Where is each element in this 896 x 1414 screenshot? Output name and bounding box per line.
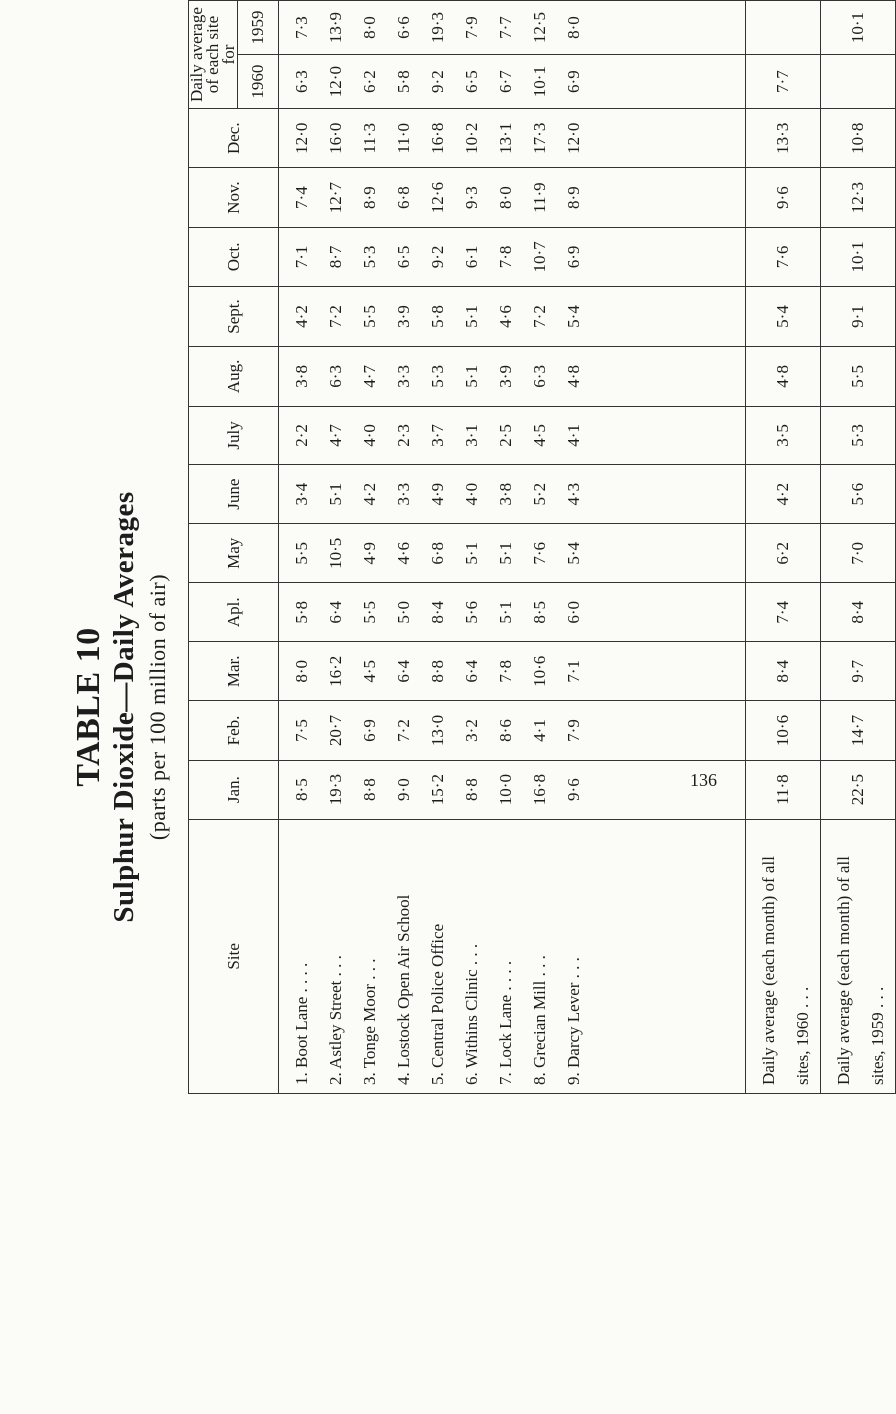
summary-cell: 7·0 (821, 524, 896, 583)
summary-cell: 9·7 (821, 642, 896, 701)
value-cell: 6·3 (326, 365, 345, 388)
summary-cell: 12·3 (821, 168, 896, 227)
value-cell: 7·4 (292, 186, 311, 209)
site-name: 6. Withins Clinic . . . (462, 943, 481, 1085)
value-cell: 16·8 (428, 122, 447, 154)
month-header: Dec. (189, 109, 279, 168)
value-cell: 5·4 (564, 542, 583, 565)
month-header: Mar. (189, 642, 279, 701)
value-cell: 6·4 (326, 600, 345, 624)
site-name: 4. Lostock Open Air School (394, 894, 413, 1085)
value-cell: 6·0 (564, 600, 583, 624)
site-name: 9. Darcy Lever . . . (564, 957, 583, 1085)
value-cell: 12·6 (428, 182, 447, 214)
value-cell: 7·8 (496, 245, 515, 269)
site-name: 5. Central Police Office (428, 923, 447, 1085)
value-cell: 19·3 (326, 774, 345, 806)
value-cell: 6·4 (462, 659, 481, 683)
month-values-column (279, 346, 746, 406)
month-values-column (279, 524, 746, 583)
value-cell: 5·1 (496, 542, 515, 565)
value-cell: 6·7 (496, 70, 515, 93)
value-cell: 6·9 (564, 245, 583, 269)
site-name: 3. Tonge Moor . . . (360, 958, 379, 1085)
daily-average-header: Daily average of each site for (189, 1, 238, 109)
month-values-column (279, 760, 746, 819)
month-values-column (279, 642, 746, 701)
value-cell: 8·0 (292, 659, 311, 683)
month-values-column (279, 168, 746, 227)
value-cell: 13·1 (496, 122, 515, 154)
value-cell: 7·9 (462, 16, 481, 39)
summary-cell (746, 1, 821, 55)
site-name: 1. Boot Lane . . . . (292, 962, 311, 1085)
value-cell: 4·1 (530, 719, 549, 742)
site-name: 7. Lock Lane . . . . (496, 960, 515, 1085)
summary-label-1960: Daily average (each month) of all sites, 1960 . . . (746, 819, 821, 1093)
summary-cell: 5·4 (746, 286, 821, 346)
value-cell: 8·4 (428, 600, 447, 624)
value-cell: 10·5 (326, 537, 345, 569)
header-row (189, 1, 238, 1094)
month-values-column (279, 227, 746, 286)
value-cell: 6·3 (530, 365, 549, 388)
summary-cell: 6·2 (746, 524, 821, 583)
value-cell: 16·0 (326, 122, 345, 154)
value-cell: 6·5 (394, 245, 413, 269)
value-cell: 8·5 (530, 600, 549, 624)
summary-row-1959 (821, 1, 896, 1094)
value-cell: 6·2 (360, 70, 379, 93)
site-name: 2. Astley Street . . . (326, 955, 345, 1085)
value-cell: 6·3 (292, 70, 311, 93)
value-cell: 8·6 (496, 719, 515, 742)
month-header: May (189, 524, 279, 583)
value-cell: 4·7 (326, 424, 345, 447)
value-cell: 2·3 (394, 424, 413, 447)
value-cell: 8·5 (292, 778, 311, 801)
month-header: Jan. (189, 760, 279, 819)
month-header: July (189, 406, 279, 464)
summary-cell: 22·5 (821, 760, 896, 819)
value-cell: 5·2 (530, 482, 549, 506)
value-cell: 4·6 (496, 305, 515, 328)
value-cell: 4·0 (462, 482, 481, 506)
month-header: Feb. (189, 701, 279, 760)
value-cell: 5·8 (394, 70, 413, 93)
value-cell: 3·7 (428, 424, 447, 447)
site-name: 8. Grecian Mill . . . (530, 955, 549, 1085)
value-cell: 5·8 (428, 305, 447, 328)
value-cell: 9·2 (428, 70, 447, 93)
value-cell: 5·5 (360, 305, 379, 328)
value-cell: 12·7 (326, 182, 345, 214)
summary-cell: 5·6 (821, 465, 896, 524)
summary-cell: 14·7 (821, 701, 896, 760)
value-cell: 5·1 (496, 600, 515, 624)
value-cell: 3·4 (292, 482, 311, 506)
month-values-column (279, 701, 746, 760)
value-cell: 7·1 (564, 659, 583, 683)
value-cell: 5·1 (462, 365, 481, 388)
value-cell: 8·0 (564, 16, 583, 39)
value-cell: 3·8 (496, 482, 515, 506)
value-cell: 13·9 (326, 11, 345, 44)
value-cell: 5·1 (462, 542, 481, 565)
value-cell: 3·8 (292, 365, 311, 388)
summary-cell: 10·6 (746, 701, 821, 760)
value-cell: 7·9 (564, 719, 583, 742)
summary-cell: 7·6 (746, 227, 821, 286)
value-cell: 8·8 (360, 778, 379, 801)
summary-cell: 10·8 (821, 109, 896, 168)
value-cell: 15·2 (428, 774, 447, 806)
value-cell: 16·2 (326, 655, 345, 687)
year-1959-header: 1959 (238, 1, 279, 55)
month-header: Sept. (189, 286, 279, 346)
summary-cell: 9·6 (746, 168, 821, 227)
summary-cell: 13·3 (746, 109, 821, 168)
month-header: Nov. (189, 168, 279, 227)
value-cell: 6·5 (462, 70, 481, 93)
value-cell: 4·5 (360, 659, 379, 683)
value-cell: 4·9 (428, 482, 447, 506)
month-values-column (279, 465, 746, 524)
value-cell: 5·5 (292, 542, 311, 565)
year-1960-header: 1960 (238, 55, 279, 109)
value-cell: 3·1 (462, 424, 481, 447)
value-cell: 6·9 (360, 719, 379, 742)
value-cell: 8·9 (360, 186, 379, 209)
value-cell: 10·1 (530, 66, 549, 98)
value-cell: 13·0 (428, 714, 447, 747)
month-values-column (279, 406, 746, 464)
value-cell: 3·2 (462, 719, 481, 742)
value-cell: 8·0 (360, 16, 379, 39)
value-cell: 10·2 (462, 122, 481, 154)
summary-cell: 3·5 (746, 406, 821, 464)
value-cell: 5·5 (360, 600, 379, 624)
value-cell: 8·8 (462, 778, 481, 801)
summary-row-1960 (746, 1, 821, 1094)
value-cell: 5·4 (564, 305, 583, 328)
summary-cell: 7·4 (746, 583, 821, 642)
value-cell: 3·9 (496, 365, 515, 388)
value-cell: 8·9 (564, 186, 583, 209)
value-cell: 4·2 (292, 305, 311, 328)
value-cell: 11·3 (360, 122, 379, 154)
summary-cell: 8·4 (821, 583, 896, 642)
table-label: TABLE 10 (70, 627, 107, 787)
value-cell: 4·9 (360, 542, 379, 565)
value-cell: 7·2 (394, 719, 413, 742)
value-cell: 7·2 (326, 305, 345, 328)
summary-cell: 11·8 (746, 760, 821, 819)
summary-cell: 9·1 (821, 286, 896, 346)
summary-cell: 10·1 (821, 227, 896, 286)
month-values-column (279, 286, 746, 346)
value-cell: 9·3 (462, 186, 481, 209)
value-cell: 5·3 (360, 245, 379, 269)
month-header: Apl. (189, 583, 279, 642)
value-cell: 3·3 (394, 365, 413, 388)
value-cell: 8·8 (428, 659, 447, 683)
summary-label-1959: Daily average (each month) of all sites, 1959 . . . (821, 819, 896, 1093)
month-header: Aug. (189, 346, 279, 406)
site-header: Site (189, 819, 279, 1093)
month-values-column (279, 583, 746, 642)
value-cell: 2·5 (496, 424, 515, 447)
table-title: Sulphur Dioxide—Daily Averages (108, 491, 140, 923)
table-subtitle: (parts per 100 million of air) (145, 573, 170, 841)
value-cell: 12·5 (530, 11, 549, 44)
avg-1959-column (279, 1, 746, 55)
value-cell: 6·8 (394, 186, 413, 209)
summary-cell: 4·2 (746, 465, 821, 524)
month-header: June (189, 465, 279, 524)
value-cell: 5·1 (462, 305, 481, 328)
value-cell: 7·7 (496, 16, 515, 39)
value-cell: 4·3 (564, 482, 583, 506)
value-cell: 6·8 (428, 542, 447, 565)
page-number: 136 (690, 770, 717, 790)
value-cell: 7·8 (496, 659, 515, 683)
data-table (188, 0, 896, 1094)
value-cell: 4·7 (360, 365, 379, 388)
value-cell: 6·4 (394, 659, 413, 683)
value-cell: 10·6 (530, 655, 549, 687)
value-cell: 7·5 (292, 719, 311, 742)
summary-cell: 7·7 (746, 55, 821, 109)
value-cell: 9·0 (394, 778, 413, 801)
value-cell: 11·0 (394, 122, 413, 154)
value-cell: 7·1 (292, 245, 311, 269)
value-cell: 12·0 (326, 66, 345, 98)
value-cell: 5·3 (428, 365, 447, 388)
value-cell: 4·2 (360, 482, 379, 506)
value-cell: 4·6 (394, 542, 413, 565)
month-values-column (279, 109, 746, 168)
value-cell: 6·1 (462, 245, 481, 269)
value-cell: 6·9 (564, 70, 583, 93)
avg-1960-column (279, 55, 746, 109)
value-cell: 3·9 (394, 305, 413, 328)
value-cell: 8·0 (496, 186, 515, 209)
month-header: Oct. (189, 227, 279, 286)
value-cell: 9·2 (428, 245, 447, 269)
value-cell: 17·3 (530, 122, 549, 154)
value-cell: 7·3 (292, 16, 311, 39)
value-cell: 3·3 (394, 482, 413, 506)
summary-cell: 5·3 (821, 406, 896, 464)
value-cell: 11·9 (530, 182, 549, 213)
value-cell: 5·8 (292, 600, 311, 624)
value-cell: 2·2 (292, 424, 311, 447)
summary-cell: 4·8 (746, 346, 821, 406)
value-cell: 4·5 (530, 424, 549, 447)
value-cell: 19·3 (428, 11, 447, 44)
value-cell: 4·8 (564, 365, 583, 388)
summary-cell: 8·4 (746, 642, 821, 701)
value-cell: 16·8 (530, 774, 549, 806)
value-cell: 6·6 (394, 16, 413, 39)
value-cell: 12·0 (564, 122, 583, 154)
value-cell: 9·6 (564, 778, 583, 801)
value-cell: 4·1 (564, 424, 583, 447)
value-cell: 10·7 (530, 241, 549, 273)
value-cell: 4·0 (360, 424, 379, 447)
value-cell: 7·6 (530, 542, 549, 565)
value-cell: 12·0 (292, 122, 311, 154)
value-cell: 7·2 (530, 305, 549, 328)
summary-cell: 5·5 (821, 346, 896, 406)
value-cell: 8·7 (326, 245, 345, 269)
value-cell: 10·0 (496, 774, 515, 806)
value-cell: 5·1 (326, 482, 345, 506)
summary-cell (821, 55, 896, 109)
value-cell: 5·6 (462, 600, 481, 624)
value-cell: 5·0 (394, 600, 413, 624)
site-rows (279, 1, 746, 1094)
value-cell: 20·7 (326, 714, 345, 747)
site-names (279, 819, 746, 1093)
summary-cell: 10·1 (821, 1, 896, 55)
